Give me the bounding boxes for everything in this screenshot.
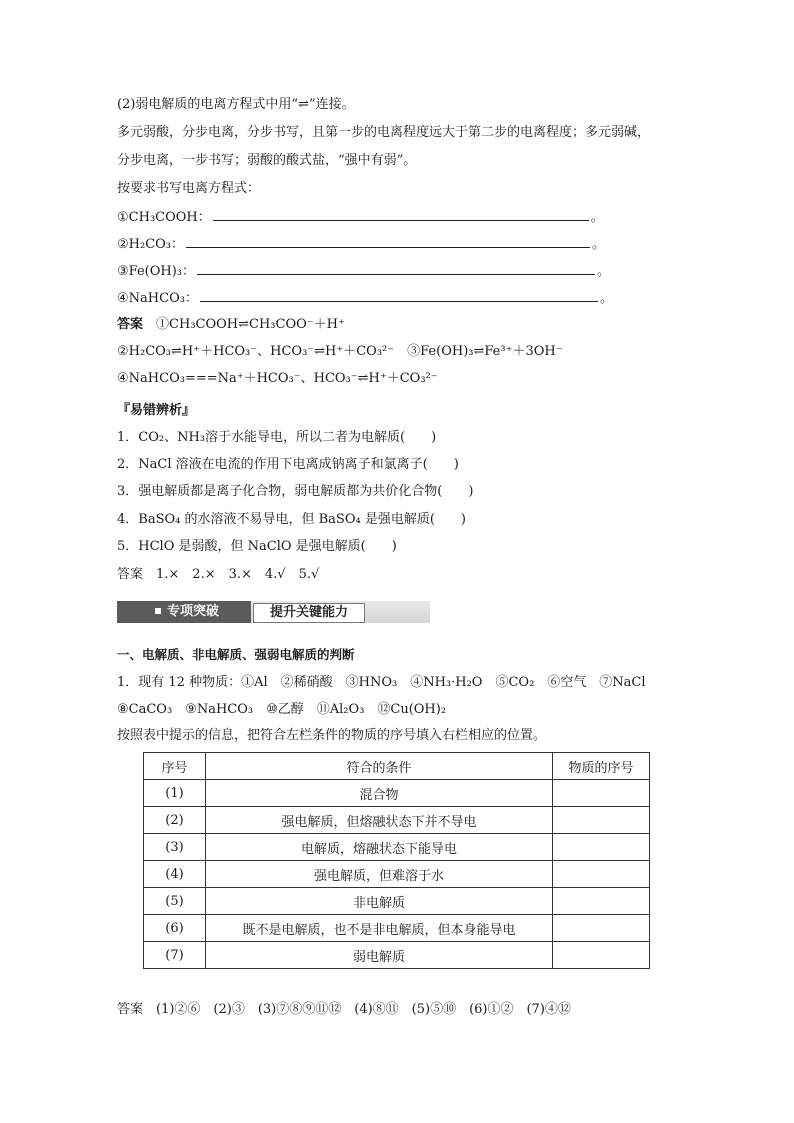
error-answer: 答案 1.× 2.× 3.× 4.√ 5.√ [117,567,320,582]
answer-blank-4[interactable] [200,288,598,302]
final-answer: 答案 (1)②⑥ (2)③ (3)⑦⑧⑨⑪⑫ (4)⑧⑪ (5)⑤⑩ (6)①② (7)④⑫ [117,1002,571,1017]
table-row: (1) 混合物 [144,780,650,807]
error-item-3: 3．强电解质都是离子化合物，弱电解质都为共价化合物( ) [117,484,474,499]
table-instruction: 按照表中提示的信息，把符合左栏条件的物质的序号填入右栏相应的位置。 [117,728,547,743]
error-item-2: 2．NaCl 溶液在电流的作用下电离成钠离子和氯离子( ) [117,457,459,472]
square-icon [155,608,161,614]
error-item-1: 1．CO₂、NH₃溶于水能导电，所以二者为电解质( ) [117,430,437,445]
answer-blank-2[interactable] [186,234,590,248]
answer-line-3: ④NaHCO₃===Na⁺＋HCO₃⁻、HCO₃⁻⇌H⁺＋CO₃²⁻ [117,371,438,386]
question-1: ①CH₃COOH： 。 [117,207,604,227]
classification-table [143,752,650,969]
question-substances-2: ⑧CaCO₃ ⑨NaHCO₃ ⑩乙醇 ⑪Al₂O₃ ⑫Cu(OH)₂ [117,702,447,717]
instruction-write: 按要求书写电离方程式： [117,181,261,196]
answer-cell[interactable] [553,861,650,888]
table-header-row [144,753,650,780]
answer-cell[interactable] [553,888,650,915]
answer-line-1: 答案 ①CH₃COOH⇌CH₃COO⁻＋H⁺ [117,317,345,332]
answer-cell[interactable] [553,915,650,942]
header-index: 序号 [144,753,206,780]
answer-blank-1[interactable] [213,207,589,221]
question-substances-1: 1．现有 12 种物质：①Al ②稀硝酸 ③HNO₃ ④NH₃·H₂O ⑤CO₂ ⑥空气 ⑦NaCl [117,675,646,690]
answer-cell[interactable] [553,834,650,861]
error-item-5: 5．HClO 是弱酸，但 NaClO 是强电解质( ) [117,539,397,554]
rule-acid-salt: 分步电离，一步书写；弱酸的酸式盐，“强中有弱”。 [117,153,417,168]
table-row: (3) 电解质，熔融状态下能导电 [144,834,650,861]
table-row: (5) 非电解质 [144,888,650,915]
rule-weak-electrolyte: (2)弱电解质的电离方程式中用“⇌”连接。 [117,97,355,112]
question-3: ③Fe(OH)₃： 。 [117,261,610,281]
answer-cell[interactable] [553,807,650,834]
question-4: ④NaHCO₃： 。 [117,288,613,308]
table-row: (6) 既不是电解质，也不是非电解质，但本身能导电 [144,915,650,942]
part1-heading: 一、电解质、非电解质、强弱电解质的判断 [117,647,355,662]
table-row: (4) 强电解质，但难溶于水 [144,861,650,888]
header-substance: 物质的序号 [553,753,650,780]
rule-polyprotic: 多元弱酸，分步电离，分步书写，且第一步的电离程度远大于第二步的电离程度；多元弱碱， [117,125,651,140]
answer-cell[interactable] [553,942,650,969]
answer-line-2: ②H₂CO₃⇌H⁺＋HCO₃⁻、HCO₃⁻⇌H⁺＋CO₃²⁻ ③Fe(OH)₃⇌Fe³⁺＋3OH⁻ [117,344,563,359]
error-analysis-tag: 『易错辨析』 [117,403,196,418]
answer-cell[interactable] [553,780,650,807]
answer-blank-3[interactable] [197,261,595,275]
error-item-4: 4．BaSO₄ 的水溶液不易导电，但 BaSO₄ 是强电解质( ) [117,512,466,527]
table-row: (7) 弱电解质 [144,942,650,969]
section-banner-right: 提升关键能力 [253,603,365,623]
section-banner [117,601,430,627]
reversible-symbol: ⇌ [298,97,309,112]
header-condition: 符合的条件 [206,753,553,780]
question-2: ②H₂CO₃： 。 [117,234,605,254]
section-banner-left: 专项突破 [117,601,251,623]
table-row: (2) 强电解质，但熔融状态下并不导电 [144,807,650,834]
